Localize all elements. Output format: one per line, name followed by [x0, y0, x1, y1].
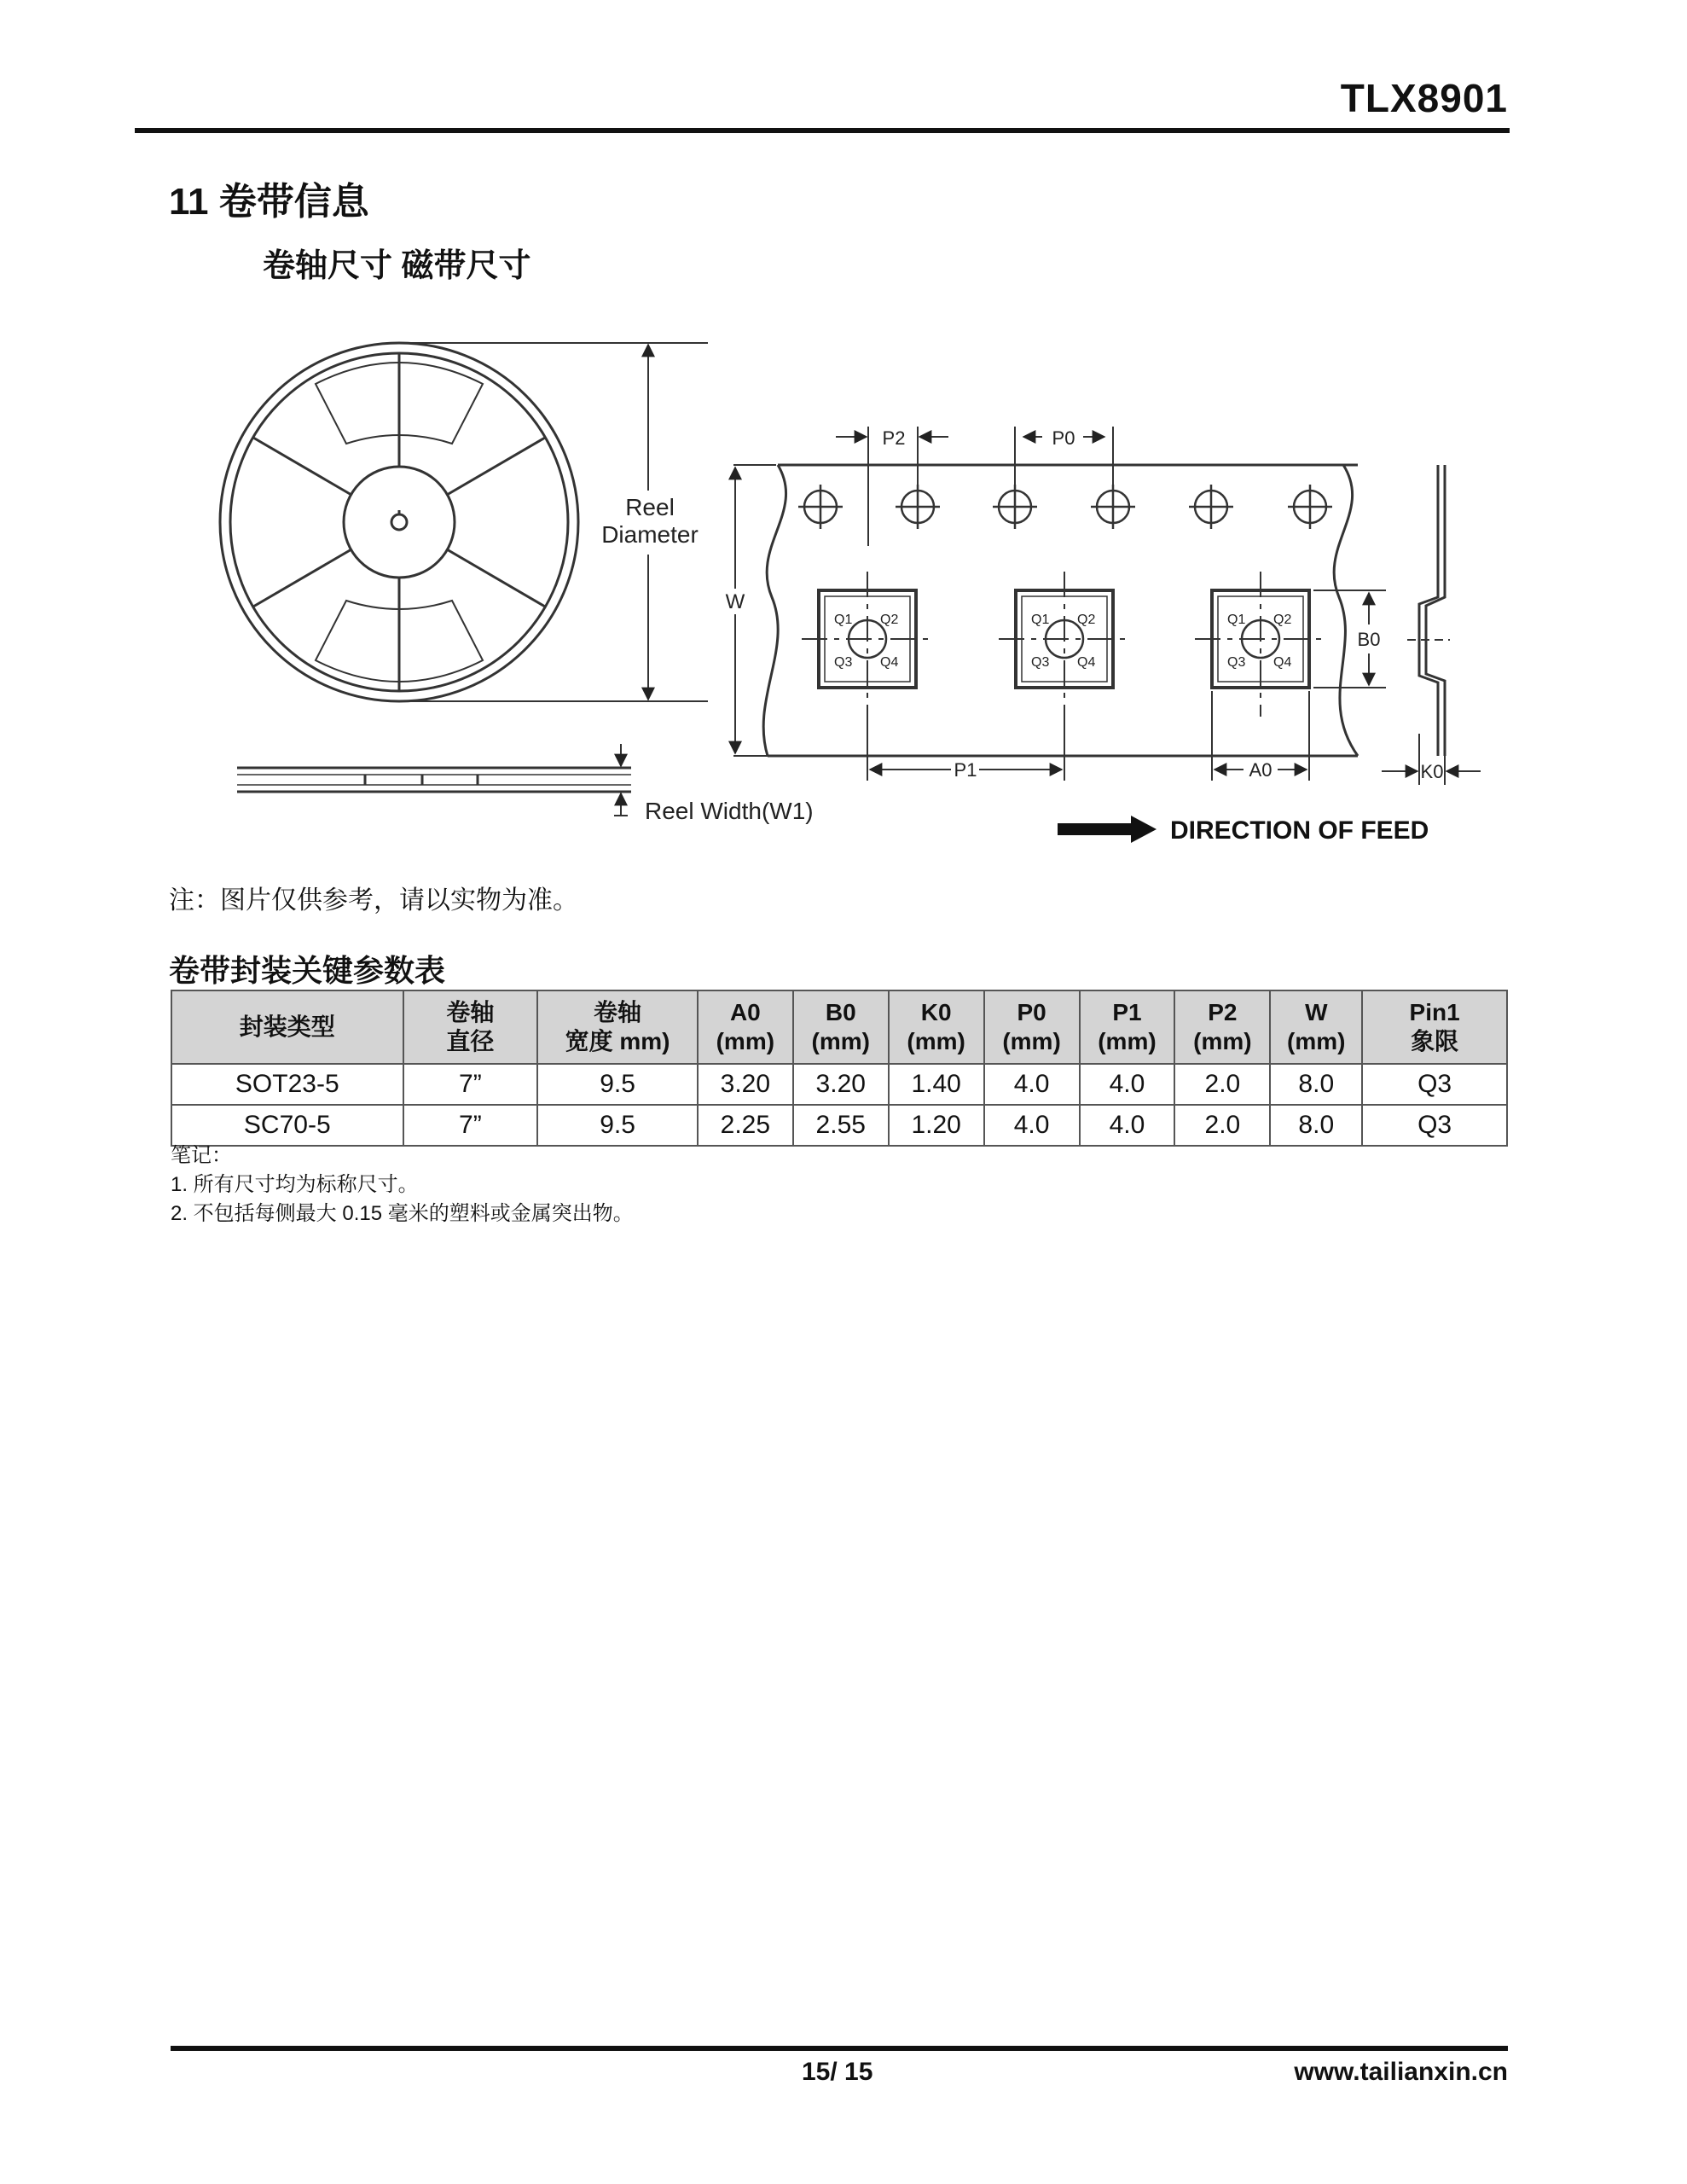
cell-package: SOT23-5	[171, 1064, 403, 1105]
header-b0: B0 (mm)	[793, 990, 889, 1064]
header-p1: P1 (mm)	[1080, 990, 1175, 1064]
cell-p1: 4.0	[1080, 1105, 1175, 1146]
pocket1-q4: Q4	[880, 655, 899, 670]
image-note: 注：图片仅供参考，请以实物为准。	[169, 886, 578, 915]
a0-label: A0	[1249, 759, 1272, 781]
pocket3-q4: Q4	[1273, 655, 1292, 670]
cell-b0: 3.20	[793, 1064, 889, 1105]
header-package-type: 封装类型	[171, 990, 403, 1064]
table-row	[171, 1064, 1507, 1105]
cell-a0: 2.25	[698, 1105, 793, 1146]
header-p2: P2 (mm)	[1174, 990, 1270, 1064]
footnote-item: 2. 不包括每侧最大 0.15 毫米的塑料或金属突出物。	[171, 1202, 634, 1225]
website-link[interactable]: www.tailianxin.cn	[1294, 2058, 1508, 2086]
cell-w: 8.0	[1270, 1064, 1362, 1105]
section-title: 11 卷带信息	[169, 181, 369, 223]
document-title: TLX8901	[1340, 76, 1508, 120]
reel-tape-diagram	[0, 324, 1687, 870]
page-number: 15/ 15	[802, 2058, 873, 2086]
cell-w: 8.0	[1270, 1105, 1362, 1146]
cell-pin1: Q3	[1362, 1064, 1507, 1105]
cell-p0: 4.0	[984, 1105, 1080, 1146]
header-a0: A0 (mm)	[698, 990, 793, 1064]
reel-width-label: Reel Width(W1)	[645, 798, 814, 824]
table-header-row	[171, 990, 1507, 1064]
pocket2-q1: Q1	[1031, 613, 1050, 627]
pocket2-q2: Q2	[1077, 613, 1096, 627]
pocket3-q3: Q3	[1227, 655, 1246, 670]
cell-reel-diameter: 7”	[403, 1105, 538, 1146]
header-k0: K0 (mm)	[889, 990, 984, 1064]
sprocket-holes	[798, 485, 1332, 529]
section-subtitle: 卷轴尺寸 磁带尺寸	[263, 248, 531, 284]
cell-b0: 2.55	[793, 1105, 889, 1146]
cell-p2: 2.0	[1174, 1105, 1270, 1146]
header-rule	[135, 128, 1510, 133]
footnotes-title: 笔记：	[171, 1144, 232, 1167]
cell-p1: 4.0	[1080, 1064, 1175, 1105]
cell-reel-width: 9.5	[537, 1105, 698, 1146]
cell-p0: 4.0	[984, 1064, 1080, 1105]
cell-package: SC70-5	[171, 1105, 403, 1146]
pocket2-q4: Q4	[1077, 655, 1096, 670]
cell-reel-diameter: 7”	[403, 1064, 538, 1105]
p1-label: P1	[954, 759, 977, 781]
carrier-tape	[763, 465, 1358, 756]
pocket1-q1: Q1	[834, 613, 853, 627]
header-reel-width: 卷轴 宽度 mm)	[537, 990, 698, 1064]
reel-side-view	[237, 744, 631, 816]
cell-k0: 1.20	[889, 1105, 984, 1146]
table-row	[171, 1105, 1507, 1146]
w-label: W	[725, 590, 745, 613]
header-pin1-quadrant: Pin1 象限	[1362, 990, 1507, 1064]
pockets	[802, 572, 1326, 717]
header-p0: P0 (mm)	[984, 990, 1080, 1064]
header-w: W (mm)	[1270, 990, 1362, 1064]
cell-k0: 1.40	[889, 1064, 984, 1105]
feed-direction-arrow	[1058, 816, 1157, 843]
table-title: 卷带封装关键参数表	[169, 953, 446, 988]
footnote-item: 1. 所有尺寸均为标称尺寸。	[171, 1173, 419, 1196]
pocket2-q3: Q3	[1031, 655, 1050, 670]
tape-side-view	[1382, 465, 1481, 785]
cell-p2: 2.0	[1174, 1064, 1270, 1105]
pocket3-q1: Q1	[1227, 613, 1246, 627]
cell-pin1: Q3	[1362, 1105, 1507, 1146]
k0-label: K0	[1420, 761, 1444, 782]
footer-rule	[171, 2046, 1508, 2051]
b0-label: B0	[1357, 629, 1381, 650]
cell-a0: 3.20	[698, 1064, 793, 1105]
pocket3-q2: Q2	[1273, 613, 1292, 627]
reel-diameter-label-2: Diameter	[601, 521, 699, 548]
header-reel-diameter: 卷轴 直径	[403, 990, 538, 1064]
p0-label: P0	[1052, 427, 1075, 449]
tape-parameter-table	[171, 990, 1508, 1147]
reel-diameter-label-1: Reel	[625, 494, 675, 520]
direction-of-feed-label: DIRECTION OF FEED	[1170, 816, 1429, 845]
reel-front-view	[220, 343, 578, 701]
p2-label: P2	[882, 427, 906, 449]
cell-reel-width: 9.5	[537, 1064, 698, 1105]
pocket1-q3: Q3	[834, 655, 853, 670]
pocket1-q2: Q2	[880, 613, 899, 627]
